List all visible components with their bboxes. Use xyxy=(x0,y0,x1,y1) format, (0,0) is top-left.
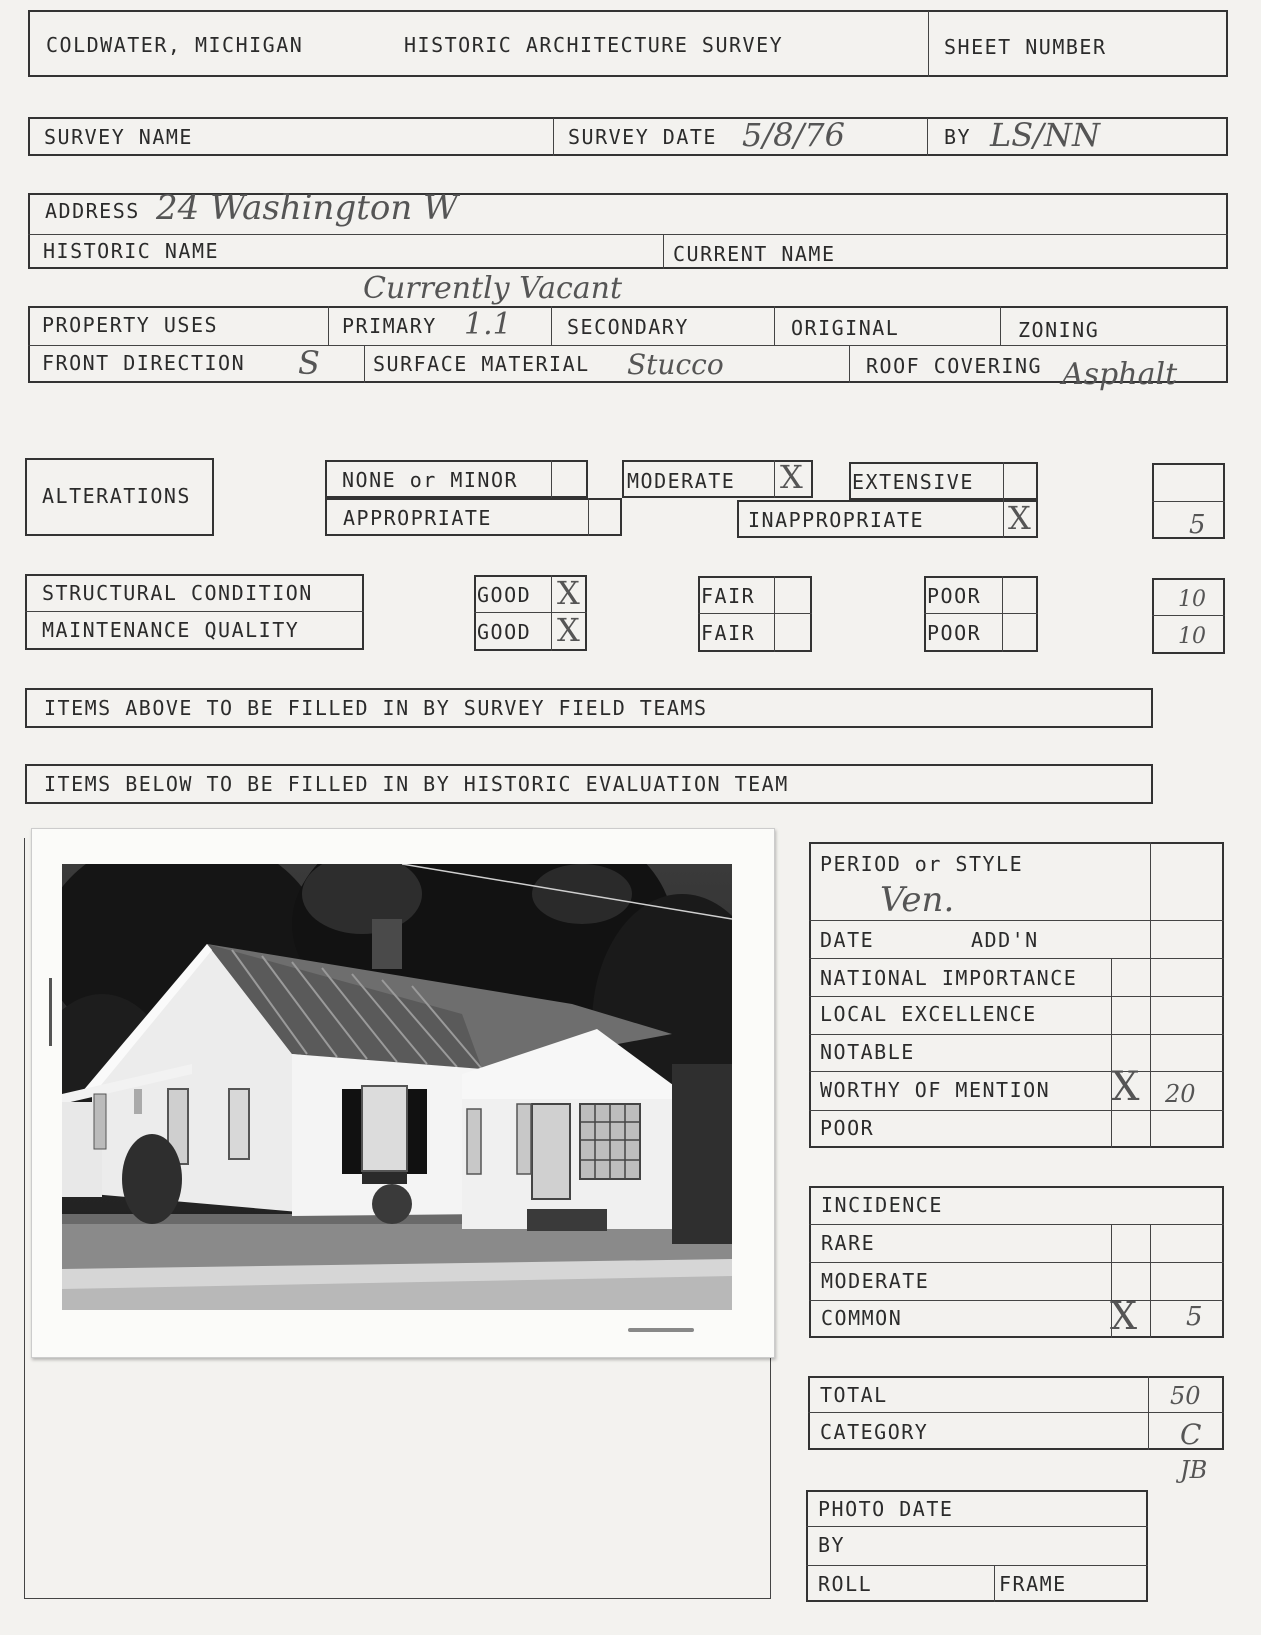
incidence-label: INCIDENCE xyxy=(821,1193,943,1217)
structural-good-label: GOOD xyxy=(477,583,532,607)
survey-date-value: 5/8/76 xyxy=(742,116,845,154)
maintenance-score: 10 xyxy=(1178,624,1206,649)
structural-score: 10 xyxy=(1178,587,1206,612)
period-style-label: PERIOD or STYLE xyxy=(820,852,1024,876)
house-photo-drawing xyxy=(62,864,732,1310)
front-direction-value: S xyxy=(298,344,320,382)
worthy-of-mention-label: WORTHY OF MENTION xyxy=(820,1078,1051,1102)
surface-material-label: SURFACE MATERIAL xyxy=(373,352,590,376)
current-name-label: CURRENT NAME xyxy=(673,242,836,266)
category-value: C xyxy=(1180,1418,1202,1451)
address-label: ADDRESS xyxy=(45,199,140,223)
items-below-note: ITEMS BELOW TO BE FILLED IN BY HISTORIC EVALUATION TEAM xyxy=(44,772,789,796)
original-label: ORIGINAL xyxy=(791,316,900,340)
alterations-score: 5 xyxy=(1189,510,1206,540)
address-value: 24 Washington W xyxy=(156,188,458,228)
property-uses-label: PROPERTY USES xyxy=(42,313,219,337)
items-above-note: ITEMS ABOVE TO BE FILLED IN BY SURVEY FIELD TEAMS xyxy=(44,696,708,720)
worthy-score: 20 xyxy=(1165,1080,1196,1108)
poor-rating-label: POOR xyxy=(820,1116,875,1140)
total-label: TOTAL xyxy=(820,1383,888,1407)
staple-mark xyxy=(49,978,52,1046)
survey-name-label: SURVEY NAME xyxy=(44,125,193,149)
local-excellence-label: LOCAL EXCELLENCE xyxy=(820,1002,1037,1026)
moderate-label: MODERATE xyxy=(627,469,736,493)
survey-title: HISTORIC ARCHITECTURE SURVEY xyxy=(404,33,784,57)
extensive-label: EXTENSIVE xyxy=(852,470,974,494)
reviewer-initials: JB xyxy=(1180,1456,1208,1484)
common-mark: X xyxy=(1110,1294,1138,1338)
maintenance-good-mark: X xyxy=(557,611,580,649)
period-style-value: Ven. xyxy=(880,880,955,920)
roll-label: ROLL xyxy=(818,1572,873,1596)
sheet-number-label: SHEET NUMBER xyxy=(944,35,1107,59)
primary-value: 1.1 xyxy=(464,307,512,342)
notable-label: NOTABLE xyxy=(820,1040,915,1064)
category-label: CATEGORY xyxy=(820,1420,929,1444)
survey-by-label: BY xyxy=(944,125,972,149)
date-label: DATE xyxy=(820,928,875,952)
secondary-label: SECONDARY xyxy=(567,315,689,339)
total-value: 50 xyxy=(1170,1382,1201,1410)
inappropriate-mark: X xyxy=(1008,499,1031,537)
survey-by-value: LS/NN xyxy=(990,116,1100,154)
structural-condition-label: STRUCTURAL CONDITION xyxy=(42,581,313,605)
vacancy-note: Currently Vacant xyxy=(363,271,623,306)
photo-by-label: BY xyxy=(818,1533,846,1557)
primary-label: PRIMARY xyxy=(342,314,437,338)
surface-material-value: Stucco xyxy=(627,348,724,381)
incidence-moderate-label: MODERATE xyxy=(821,1269,930,1293)
maintenance-good-label: GOOD xyxy=(477,620,532,644)
city-title: COLDWATER, MICHIGAN xyxy=(46,33,304,57)
survey-date-label: SURVEY DATE xyxy=(568,125,717,149)
roof-covering-label: ROOF COVERING xyxy=(866,354,1043,378)
structural-good-mark: X xyxy=(557,574,580,612)
moderate-mark: X xyxy=(780,458,803,496)
appropriate-label: APPROPRIATE xyxy=(343,506,492,530)
paperclip-mark xyxy=(628,1328,694,1332)
rare-label: RARE xyxy=(821,1231,876,1255)
structural-fair-label: FAIR xyxy=(701,584,756,608)
national-importance-label: NATIONAL IMPORTANCE xyxy=(820,966,1078,990)
common-label: COMMON xyxy=(821,1306,903,1330)
evaluation-box xyxy=(809,842,1224,1148)
historic-name-label: HISTORIC NAME xyxy=(43,239,220,263)
photo-date-label: PHOTO DATE xyxy=(818,1497,954,1521)
front-direction-label: FRONT DIRECTION xyxy=(42,351,246,375)
maintenance-poor-label: POOR xyxy=(927,621,982,645)
addn-label: ADD'N xyxy=(971,928,1039,952)
alterations-label: ALTERATIONS xyxy=(42,484,191,508)
maintenance-fair-label: FAIR xyxy=(701,621,756,645)
house-photo xyxy=(62,864,732,1310)
none-minor-label: NONE or MINOR xyxy=(342,468,519,492)
common-score: 5 xyxy=(1186,1302,1203,1332)
structural-poor-label: POOR xyxy=(927,584,982,608)
maintenance-quality-label: MAINTENANCE QUALITY xyxy=(42,618,300,642)
frame-label: FRAME xyxy=(999,1572,1067,1596)
roof-covering-value: Asphalt xyxy=(1062,357,1178,392)
worthy-mark: X xyxy=(1111,1064,1140,1110)
inappropriate-label: INAPPROPRIATE xyxy=(748,508,925,532)
zoning-label: ZONING xyxy=(1018,318,1100,342)
